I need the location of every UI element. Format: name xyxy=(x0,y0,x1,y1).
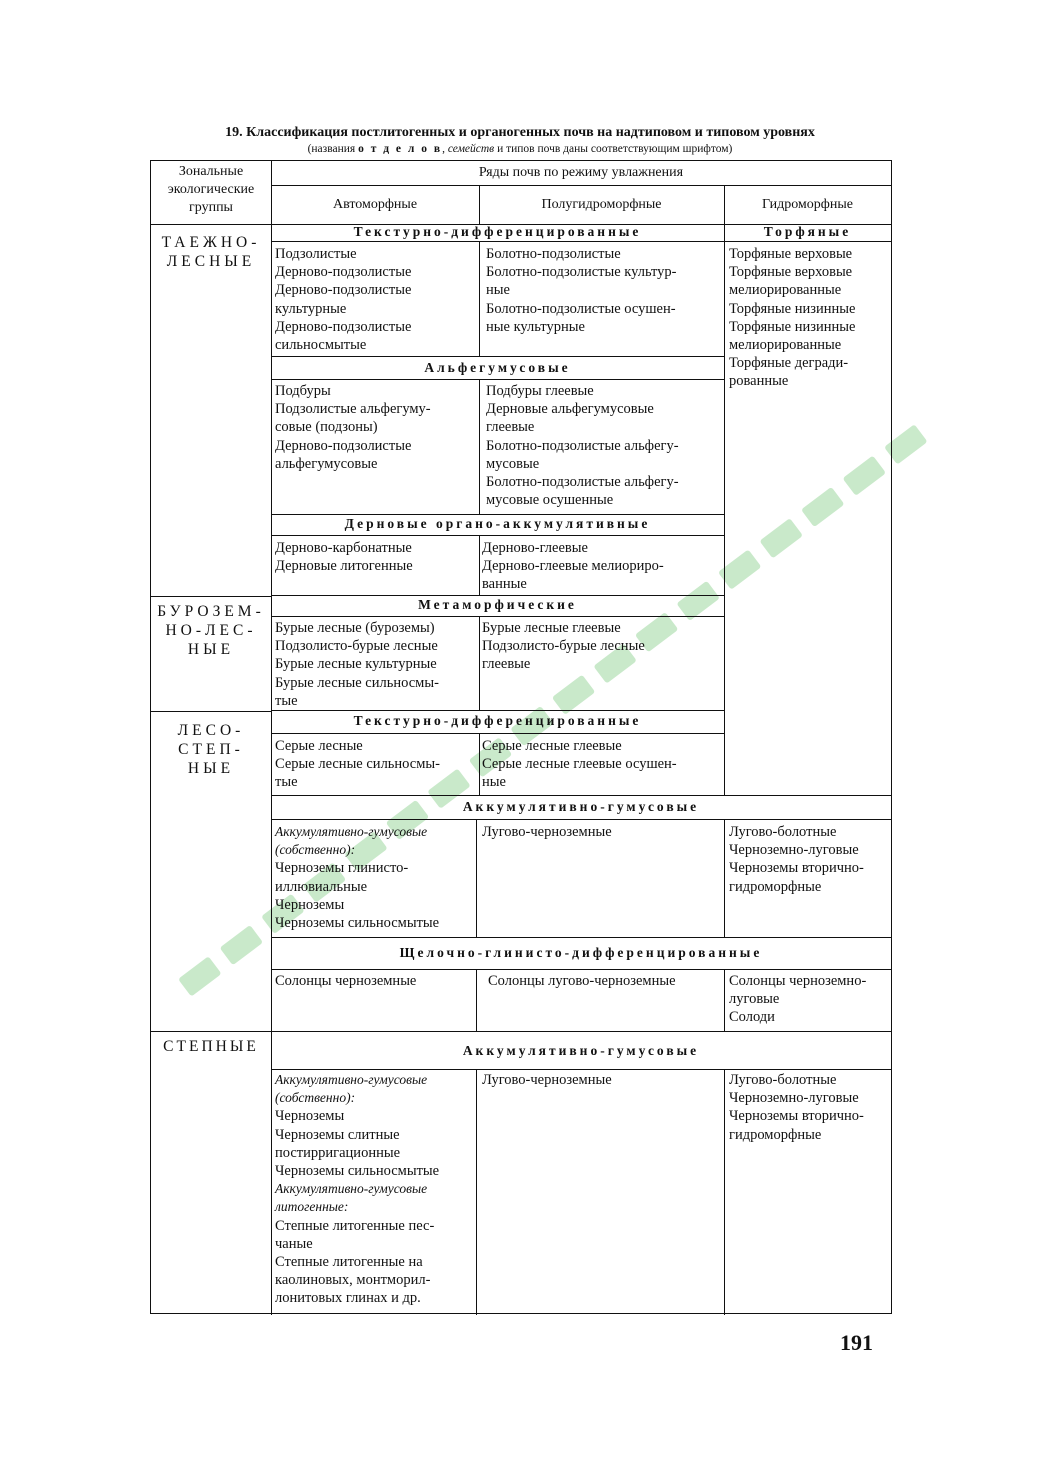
cell-r1-semihydromorphic: Болотно-подзолистые Болотно-подзолистые культур- ные Болотно-подзолистые осушен- ные культурные xyxy=(486,246,677,335)
cell-r6-hydromorphic: Лугово-болотные Черноземно-луговые Черноземы вторично- гидроморфные xyxy=(729,824,864,895)
page-subtitle: (названия о т д е л о в, семейств и типов почв даны соответствующим шрифтом) xyxy=(307,143,733,155)
cell-r3-semihydromorphic: Дерново-глеевые Дерново-глеевые мелиориро- ванные xyxy=(482,540,664,593)
cell-r7-semihydromorphic: Солонцы лугово-черноземные xyxy=(488,973,676,989)
cell-r5-automorphic: Серые лесные Серые лесные сильносмы- тые xyxy=(275,738,440,791)
section-textural-differentiated: Текстурно-дифференцированные xyxy=(353,224,642,239)
page-number: 191 xyxy=(840,1330,873,1355)
section-alfehumus: Альфегумусовые xyxy=(424,360,571,375)
cell-peat-hydromorphic: Торфяные верховые Торфяные верховые мелиорированные Торфяные низинные Торфяные низинные мелиорированные Торфяные дегради- рованные xyxy=(729,246,856,390)
cell-r8-automorphic: Аккумулятивно-гумусовые (собственно): Черноземы Черноземы слитные постирригационные Черноземы сильносмытые Аккумулятивно-гумусовые литогенные: Степные литогенные пес- чаные Степные литогенные на каолиновых, монтморил- лонитовых глинах и др. xyxy=(275,1072,440,1307)
section-alkaline-clay-differentiated: Щелочно-глинисто-дифференцированные xyxy=(399,945,763,960)
cell-r4-semihydromorphic: Бурые лесные глеевые Подзолисто-бурые лесные глеевые xyxy=(482,620,645,673)
classification-table xyxy=(150,160,892,1314)
header-hydromorphic: Гидроморфные xyxy=(762,197,853,212)
zone-forest-steppe: ЛЕСО- СТЕП- НЫЕ xyxy=(177,722,245,777)
header-automorphic: Автоморфные xyxy=(332,197,418,212)
page-title: 19. Классификация постлитогенных и органогенных почв на надтиповом и типовом уровнях xyxy=(225,125,815,140)
cell-r1-automorphic: Подзолистые Дерново-подзолистые Дерново-подзолистые культурные Дерново-подзолистые сильносмытые xyxy=(275,246,412,354)
section-accumulative-humus: Аккумулятивно-гумусовые xyxy=(462,799,700,814)
section-metamorphic: Метаморфические xyxy=(418,597,577,612)
header-semihydromorphic: Полугидроморфные xyxy=(541,197,662,212)
cell-r4-automorphic: Бурые лесные (буроземы) Подзолисто-бурые лесные Бурые лесные культурные Бурые лесные сильносмы- тые xyxy=(275,620,439,709)
section-textural-differentiated-2: Текстурно-дифференцированные xyxy=(353,713,642,728)
section-peat: Торфяные xyxy=(763,224,852,239)
cell-r3-automorphic: Дерново-карбонатные Дерновые литогенные xyxy=(275,540,413,575)
cell-r2-semihydromorphic: Подбуры глеевые Дерновые альфегумусовые глеевые Болотно-подзолистые альфегу- мусовые Болотно-подзолистые альфегу- мусовые осушенные xyxy=(486,383,679,509)
cell-r5-semihydromorphic: Серые лесные глеевые Серые лесные глеевые осушен- ные xyxy=(482,738,677,791)
section-sod-organo-accumulative: Дерновые органо-аккумулятивные xyxy=(344,516,651,531)
zone-steppe: СТЕПНЫЕ xyxy=(163,1038,259,1055)
header-zonal-groups: Зональные экологические группы xyxy=(167,164,255,215)
cell-r6-automorphic: Аккумулятивно-гумусовые (собственно): Черноземы глинисто- иллювиальные Черноземы Черноземы сильносмытые xyxy=(275,824,440,932)
cell-r2-automorphic: Подбуры Подзолистые альфегуму- совые (подзоны) Дерново-подзолистые альфегумусовые xyxy=(275,383,431,472)
cell-r6-semihydromorphic: Лугово-черноземные xyxy=(482,824,612,840)
section-accumulative-humus-steppe: Аккумулятивно-гумусовые xyxy=(462,1043,700,1058)
cell-r7-automorphic: Солонцы черноземные xyxy=(275,973,417,989)
cell-r7-hydromorphic: Солонцы черноземно-луговые Солоди xyxy=(729,973,867,1026)
cell-r8-hydromorphic: Лугово-болотные Черноземно-луговые Черноземы вторично- гидроморфные xyxy=(729,1072,864,1143)
zone-burozem: БУРОЗЕМ- НО-ЛЕС- НЫЕ xyxy=(157,603,265,658)
cell-r8-semihydromorphic: Лугово-черноземные xyxy=(482,1072,612,1088)
zone-taiga: ТАЕЖНО- ЛЕСНЫЕ xyxy=(161,234,261,270)
header-moisture-series: Ряды почв по режиму увлажнения xyxy=(478,165,684,180)
